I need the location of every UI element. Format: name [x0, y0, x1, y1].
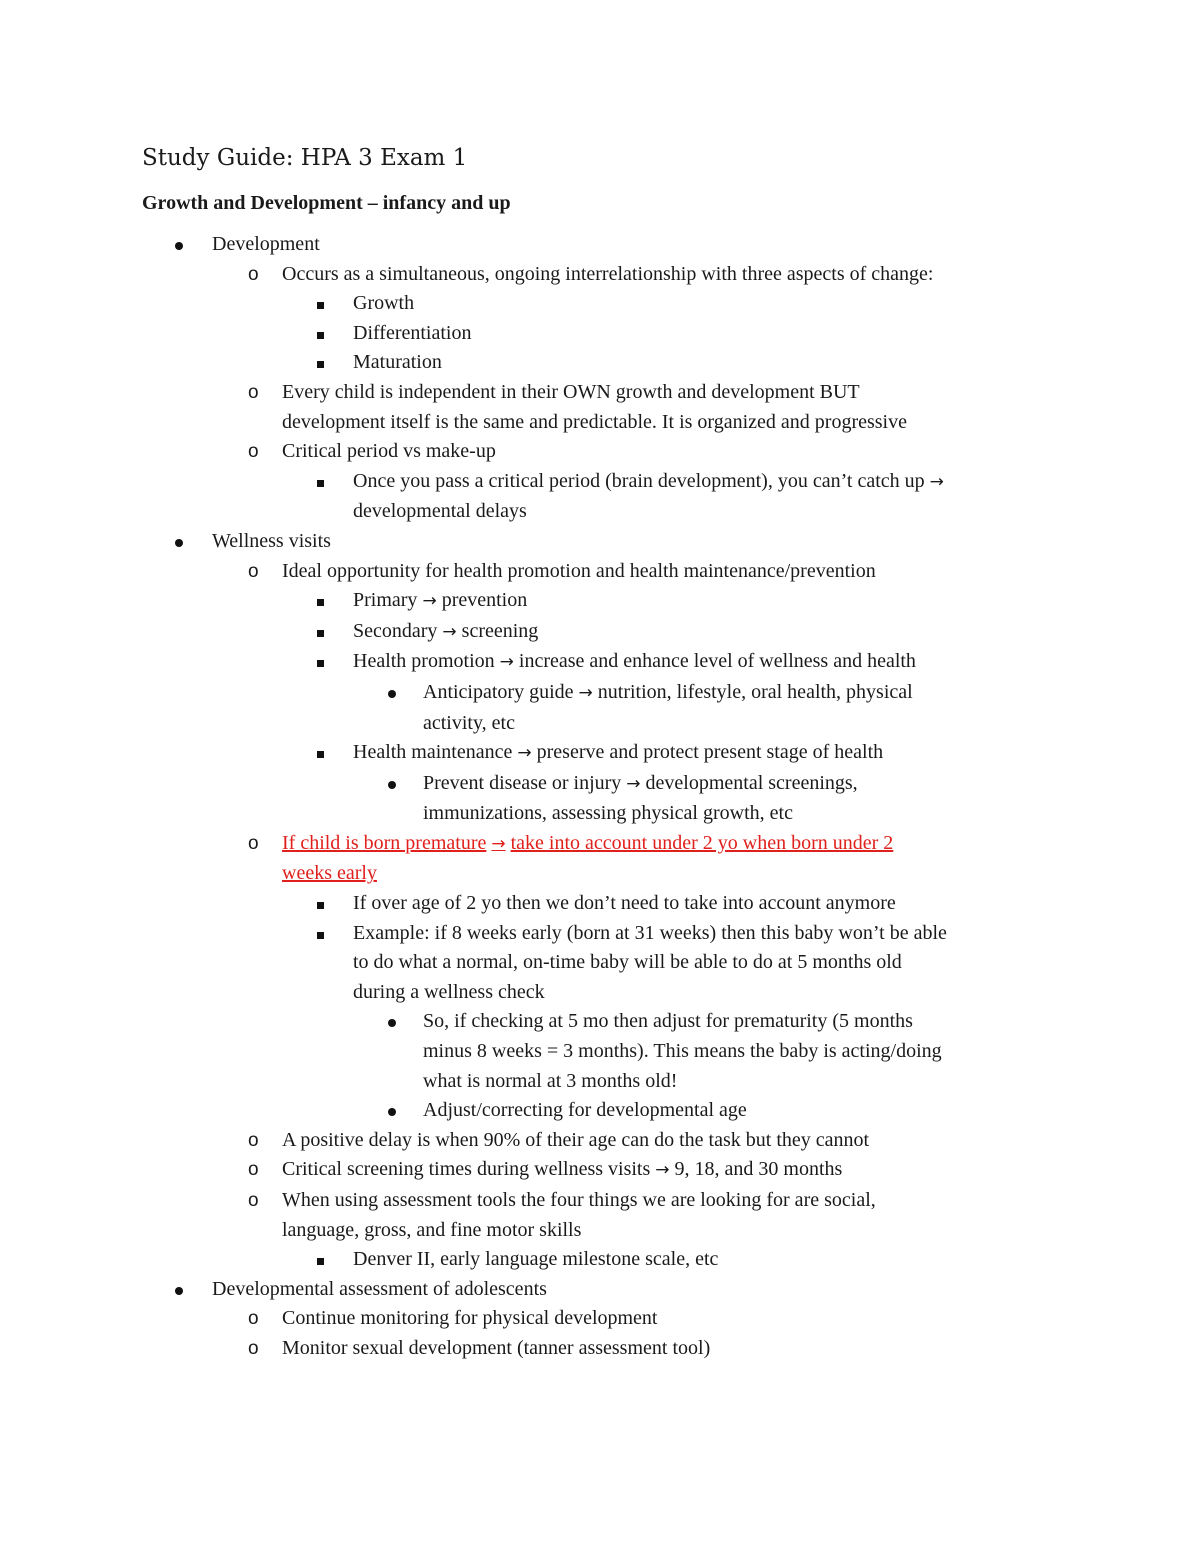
list-item: Differentiation	[142, 319, 1072, 349]
list-item: Maturation	[142, 348, 1072, 378]
list-item: Once you pass a critical period (brain development), you can’t catch up →	[142, 467, 1072, 498]
bullet-circle-icon: o	[248, 560, 259, 582]
bullet-square-icon	[317, 1245, 324, 1275]
bullet-square-icon	[317, 919, 324, 949]
list-item-continuation: to do what a normal, on-time baby will be able to do at 5 months old	[353, 951, 902, 974]
bullet-square-icon	[317, 586, 324, 616]
document-page	[142, 138, 1072, 1364]
bullet-disc-icon	[175, 527, 183, 557]
bullet-square-icon	[317, 889, 324, 919]
list-item: Growth	[142, 289, 1072, 319]
list-item: If over age of 2 yo then we don’t need to take into account anymore	[142, 889, 1072, 919]
arrow-right-icon: →	[929, 471, 944, 492]
list-item-continuation: during a wellness check	[353, 980, 545, 1003]
list-item: o When using assessment tools the four things we are looking for are social,	[142, 1186, 1072, 1216]
list-item: Prevent disease or injury → developmental screenings,	[142, 769, 1072, 800]
list-item: Developmental assessment of adolescents	[142, 1275, 1072, 1305]
list-item-highlighted: o If child is born premature → take into account under 2 yo when born under 2	[142, 829, 1072, 860]
list-item-continuation: immunizations, assessing physical growth, etc	[423, 802, 793, 825]
list-item: o Monitor sexual development (tanner assessment tool)	[142, 1334, 1072, 1364]
list-item-continuation: what is normal at 3 months old!	[423, 1069, 678, 1092]
bullet-circle-icon: o	[248, 1129, 259, 1151]
bullet-circle-icon: o	[248, 1190, 259, 1211]
bullet-disc-icon	[175, 230, 183, 260]
bullet-circle-icon: o	[248, 263, 259, 285]
bullet-circle-icon: o	[248, 1159, 259, 1181]
bullet-disc-icon	[388, 678, 396, 708]
list-item: o Occurs as a simultaneous, ongoing interrelationship with three aspects of change:	[142, 260, 1072, 290]
bullet-disc-icon	[175, 1275, 183, 1305]
arrow-right-icon: →	[578, 682, 593, 703]
bullet-square-icon	[317, 348, 324, 378]
list-item: o Ideal opportunity for health promotion and health maintenance/prevention	[142, 557, 1072, 587]
list-item: Anticipatory guide → nutrition, lifestyle, oral health, physical	[142, 678, 1072, 709]
section-heading: Growth and Development – infancy and up	[142, 192, 511, 214]
arrow-right-icon: →	[491, 833, 506, 854]
bullet-square-icon	[317, 617, 324, 647]
arrow-right-icon: →	[517, 743, 532, 764]
list-item-continuation: developmental delays	[353, 500, 527, 523]
arrow-right-icon: →	[655, 1160, 670, 1181]
bullet-circle-icon: o	[248, 1337, 259, 1359]
arrow-right-icon: →	[422, 591, 437, 612]
list-item-continuation: development itself is the same and predictable. It is organized and progressive	[282, 410, 907, 433]
list-item: Wellness visits	[142, 527, 1072, 557]
bullet-circle-icon: o	[248, 832, 259, 854]
list-item: Health maintenance → preserve and protect present stage of health	[142, 738, 1072, 769]
bullet-square-icon	[317, 467, 324, 497]
list-item: Denver II, early language milestone scale, etc	[142, 1245, 1072, 1275]
bullet-disc-icon	[388, 769, 396, 799]
list-item: So, if checking at 5 mo then adjust for prematurity (5 months	[142, 1007, 1072, 1037]
list-item: o Critical period vs make-up	[142, 437, 1072, 467]
list-item-continuation: minus 8 weeks = 3 months). This means the baby is acting/doing	[423, 1040, 942, 1063]
arrow-right-icon: →	[626, 773, 641, 794]
arrow-right-icon: →	[442, 621, 457, 642]
list-item: Development	[142, 230, 1072, 260]
list-item-continuation: language, gross, and fine motor skills	[282, 1218, 582, 1241]
list-item: Example: if 8 weeks early (born at 31 weeks) then this baby won’t be able	[142, 919, 1072, 949]
bullet-square-icon	[317, 738, 324, 768]
list-item-continuation: weeks early	[282, 862, 377, 885]
list-item: o Continue monitoring for physical development	[142, 1304, 1072, 1334]
list-item: Health promotion → increase and enhance level of wellness and health	[142, 647, 1072, 678]
bullet-circle-icon: o	[248, 1308, 259, 1330]
bullet-square-icon	[317, 289, 324, 319]
page-title: Study Guide: HPA 3 Exam 1	[142, 145, 468, 171]
bullet-circle-icon: o	[248, 441, 259, 463]
list-item: o Critical screening times during wellness visits → 9, 18, and 30 months	[142, 1155, 1072, 1186]
list-item: o Every child is independent in their OWN growth and development BUT	[142, 378, 1072, 408]
bullet-circle-icon: o	[248, 381, 259, 403]
list-item: Primary → prevention	[142, 586, 1072, 617]
list-item: o A positive delay is when 90% of their age can do the task but they cannot	[142, 1126, 1072, 1156]
bullet-disc-icon	[388, 1007, 396, 1037]
arrow-right-icon: →	[499, 652, 514, 673]
bullet-square-icon	[317, 319, 324, 349]
list-item: Secondary → screening	[142, 617, 1072, 648]
bullet-square-icon	[317, 647, 324, 677]
bullet-disc-icon	[388, 1096, 396, 1126]
list-item: Adjust/correcting for developmental age	[142, 1096, 1072, 1126]
list-item-continuation: activity, etc	[423, 711, 515, 734]
